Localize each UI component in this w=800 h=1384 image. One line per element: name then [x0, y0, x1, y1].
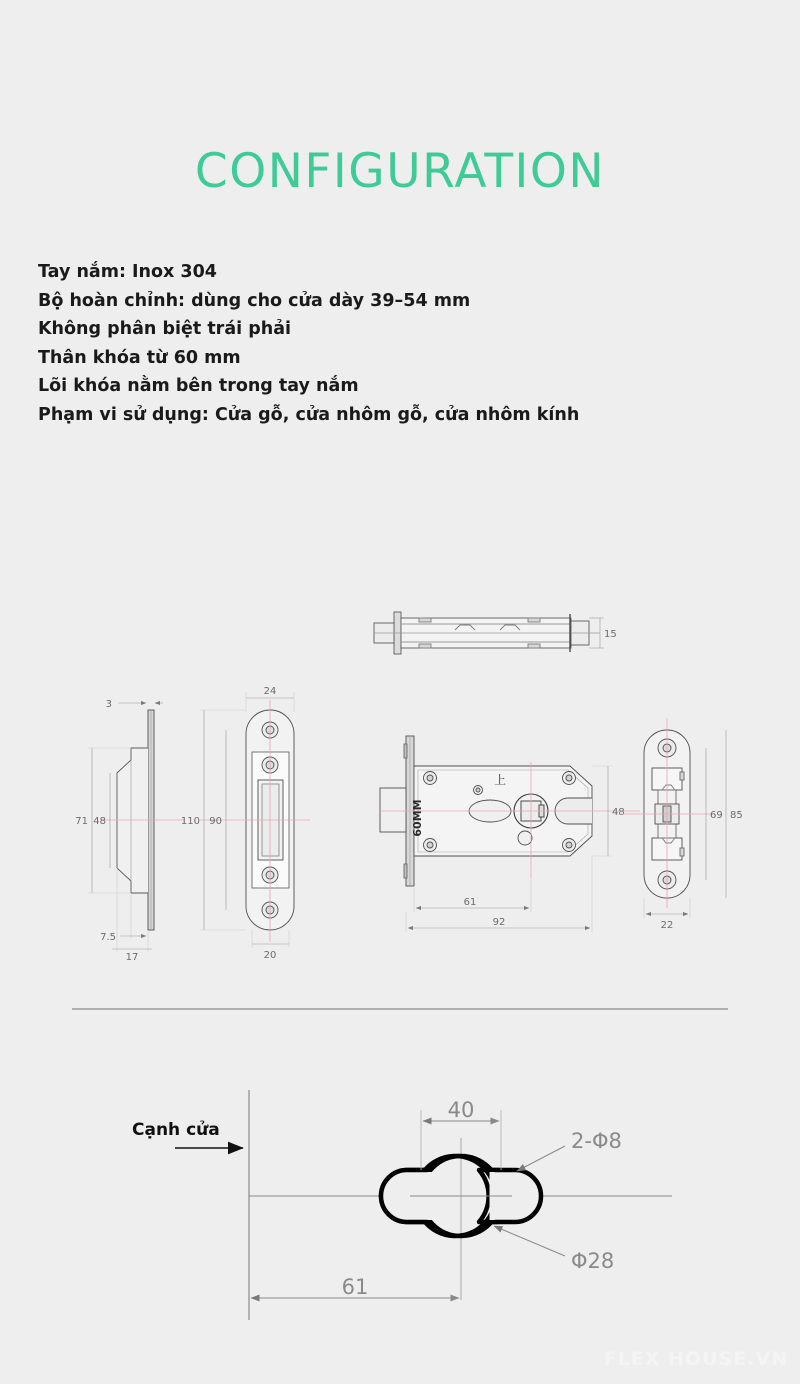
dim-backset: 61 [463, 897, 477, 908]
lock-body-view [380, 736, 640, 932]
orientation-mark: 上 [493, 773, 507, 787]
spec-line: Bộ hoàn chỉnh: dùng cho cửa dày 39–54 mm [38, 290, 471, 311]
bore-callout: Φ28 [571, 1249, 615, 1273]
dim-screw-spacing: 90 [209, 816, 222, 827]
spec-line: Phạm vi sử dụng: Cửa gỗ, cửa nhôm gỗ, cửa nhôm kính [38, 404, 580, 425]
door-edge-label: Cạnh cửa [132, 1120, 220, 1140]
dim-box-depth: 7.5 [100, 932, 116, 943]
dim-plate-width-bottom: 20 [263, 950, 277, 961]
spec-line: Lõi khóa nằm bên trong tay nắm [38, 376, 359, 396]
spec-line: Không phân biệt trái phải [38, 319, 292, 339]
right-side-view [620, 718, 743, 931]
dim-right-width: 22 [660, 920, 674, 931]
dim-strike-height: 71 [75, 816, 88, 827]
top-bolt-view [374, 612, 617, 654]
dim-plate-width-top: 24 [263, 686, 277, 697]
dim-bore-width: 40 [447, 1098, 475, 1122]
page-title: CONFIGURATION [194, 144, 606, 199]
backset-label: 60MM [411, 799, 424, 837]
dim-plate-thickness: 3 [105, 699, 112, 710]
strike-side-view [75, 699, 185, 963]
dim-overall-length: 92 [492, 917, 506, 928]
dim-inner-height: 69 [710, 810, 723, 821]
holes-callout: 2-Φ8 [571, 1129, 622, 1153]
spec-line: Tay nắm: Inox 304 [38, 262, 217, 282]
dim-body-height: 48 [612, 807, 625, 818]
section-divider [72, 1008, 728, 1010]
dim-plate-height: 110 [180, 816, 200, 827]
cutout-diagram [132, 1090, 672, 1320]
spec-line: Thân khóa từ 60 mm [38, 347, 241, 368]
dim-box-height: 48 [93, 816, 106, 827]
strike-front-view [181, 686, 310, 961]
dim-top-height: 15 [604, 629, 617, 640]
dim-cutout-backset: 61 [341, 1275, 369, 1299]
watermark: FLEX HOUSE.VN [603, 1348, 788, 1370]
dim-total-depth: 17 [125, 952, 139, 963]
dim-outer-height: 85 [730, 810, 743, 821]
